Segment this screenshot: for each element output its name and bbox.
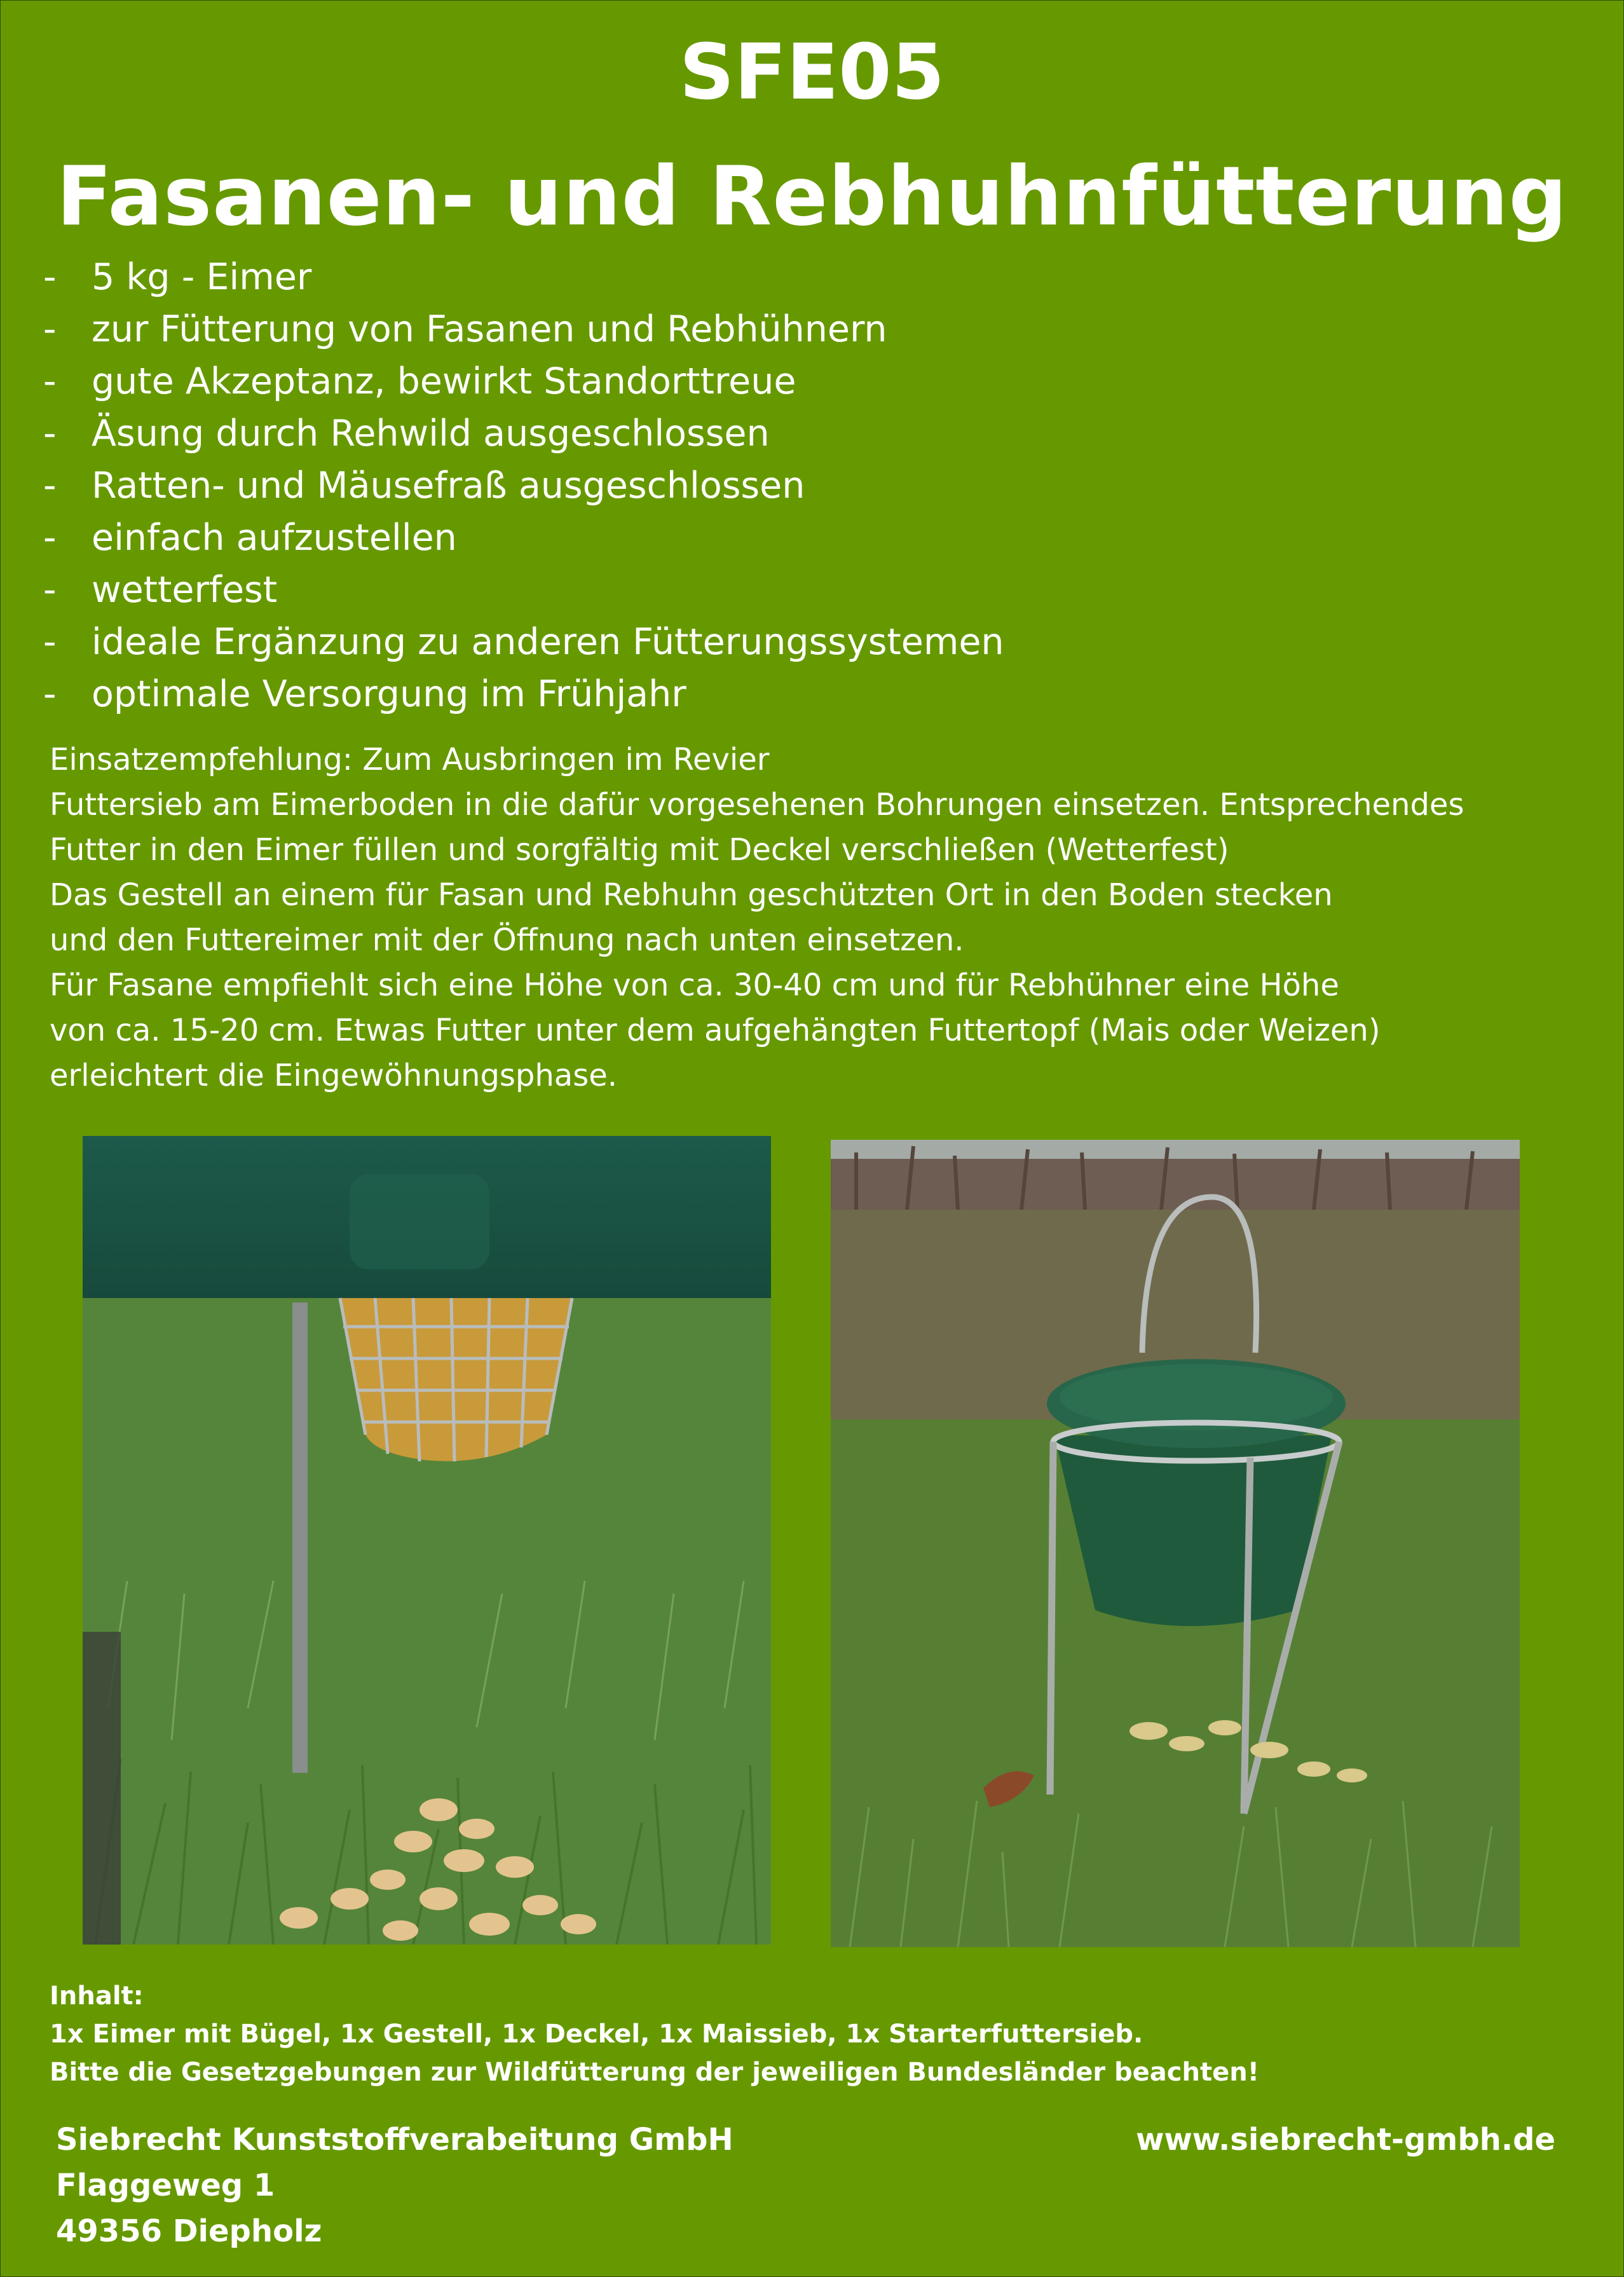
photo-feeder-closeup bbox=[83, 1136, 771, 1945]
feature-item: - einfach aufzustellen bbox=[43, 512, 1004, 564]
description-line: Das Gestell an einem für Fasan und Rebhuhn geschützten Ort in den Boden stecken bbox=[50, 877, 1333, 913]
website-link[interactable]: www.siebrecht-gmbh.de bbox=[1136, 2122, 1555, 2157]
description-line: und den Futtereimer mit der Öffnung nach unten einsetzen. bbox=[50, 922, 964, 958]
list-dash: - bbox=[43, 308, 57, 350]
product-code: SFE05 bbox=[679, 29, 945, 117]
bucket-body bbox=[1054, 1435, 1332, 1626]
list-dash: - bbox=[43, 360, 57, 402]
list-dash: - bbox=[43, 569, 57, 611]
feature-item: - 5 kg - Eimer bbox=[43, 251, 1004, 303]
feature-item: - optimale Versorgung im Frühjahr bbox=[43, 668, 1004, 720]
description-line: Einsatzempfehlung: Zum Ausbringen im Revier bbox=[50, 742, 770, 777]
company-city: 49356 Diepholz bbox=[56, 2213, 322, 2249]
feature-item: - gute Akzeptanz, bewirkt Standorttreue bbox=[43, 355, 1004, 407]
feature-list bbox=[43, 251, 1004, 720]
description-line: Für Fasane empfiehlt sich eine Höhe von ca. 30-40 cm und für Rebhühner eine Höhe bbox=[50, 968, 1339, 1003]
list-dash: - bbox=[43, 465, 57, 507]
list-dash: - bbox=[43, 673, 57, 715]
description-line: erleichtert die Eingewöhnungsphase. bbox=[50, 1058, 618, 1093]
feature-item: - zur Fütterung von Fasanen und Rebhühnern bbox=[43, 303, 1004, 355]
list-dash: - bbox=[43, 256, 57, 298]
feature-item: - ideale Ergänzung zu anderen Fütterungssystemen bbox=[43, 616, 1004, 668]
contents-section bbox=[50, 1977, 1259, 2091]
usage-description bbox=[50, 737, 1600, 1098]
company-address bbox=[56, 2117, 734, 2254]
list-dash: - bbox=[43, 517, 57, 559]
description-line: von ca. 15-20 cm. Etwas Futter unter dem aufgehängten Futtertopf (Mais oder Weizen) bbox=[50, 1013, 1381, 1048]
description-line: Futtersieb am Eimerboden in die dafür vorgesehenen Bohrungen einsetzen. Entsprechendes bbox=[50, 787, 1464, 823]
product-title: Fasanen- und Rebhuhnfütterung bbox=[56, 149, 1568, 244]
feature-item: - wetterfest bbox=[43, 564, 1004, 616]
contents-heading: Inhalt: bbox=[50, 1981, 144, 2011]
feeder-field-illustration bbox=[831, 1140, 1520, 1947]
photo-feeder-field bbox=[831, 1140, 1520, 1947]
list-dash: - bbox=[43, 413, 57, 455]
feeder-closeup-illustration bbox=[83, 1136, 771, 1945]
metal-stand-rod bbox=[292, 1303, 308, 1773]
company-street: Flaggeweg 1 bbox=[56, 2168, 275, 2203]
list-dash: - bbox=[43, 621, 57, 663]
company-name: Siebrecht Kunststoffverabeitung GmbH bbox=[56, 2122, 734, 2157]
description-line: Futter in den Eimer füllen und sorgfältig mit Deckel verschließen (Wetterfest) bbox=[50, 832, 1229, 868]
feature-item: - Äsung durch Rehwild ausgeschlossen bbox=[43, 407, 1004, 460]
contents-items: 1x Eimer mit Bügel, 1x Gestell, 1x Deckel, 1x Maissieb, 1x Starterfuttersieb. bbox=[50, 2020, 1143, 2049]
corn-sieve bbox=[340, 1298, 572, 1461]
tree-line bbox=[831, 1159, 1520, 1210]
feature-item: - Ratten- und Mäusefraß ausgeschlossen bbox=[43, 460, 1004, 512]
legal-notice: Bitte die Gesetzgebungen zur Wildfütterung der jeweiligen Bundesländer beachten! bbox=[50, 2058, 1259, 2087]
